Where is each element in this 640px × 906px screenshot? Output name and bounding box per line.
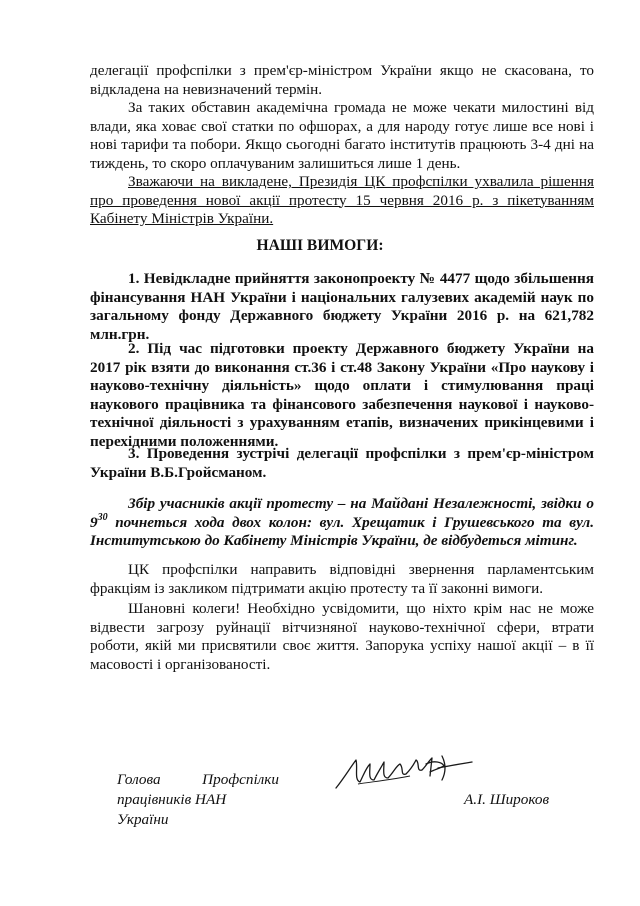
- gathering-time-hour: 9: [90, 513, 98, 531]
- demand-item-2: 2. Під час підготовки проекту Державного бюджету України на 2017 рік взяти до виконання ст.36 і ст.48 Закону України «Про наукову і науково-технічну діяльність» щодо оплати і стимулювання праці наукового працівника та фінансового забезпечення наукової і науково-технічної діяльності з урахуванням етапів, визначених прикінцевими і перехідними положеннями.: [90, 340, 594, 450]
- signatory-title-word-1: Голова: [117, 771, 161, 788]
- intro-paragraph-3-decision: Зважаючи на викладене, Президія ЦК профспілки ухвалила рішення про проведення нової акції протесту 15 червня 2016 р. з пікетуванням Кабінету Міністрів України.: [90, 173, 594, 228]
- closing-paragraph-2: Шановні колеги! Необхідно усвідомити, що ніхто крім нас не може відвести загрозу руйнації вітчизняної науково-технічної сфери, втрати роботи, якій ми присвятили своє життя. Запорука успіху нашої акції – в її масовості і організованості.: [90, 600, 594, 673]
- closing-paragraph-1: ЦК профспілки направить відповідні звернення парламентським фракціям із закликом підтримати акцію протесту та її законні вимоги.: [90, 561, 594, 597]
- intro-paragraph-2: За таких обставин академічна громада не може чекати милостині від влади, яка ховає свої статки по офшорах, а для народу готує лише все нові і нові тарифи та побори. Якщо сьогодні багато інститутів працюють 3-4 дні на тиждень, то скоро оплачуваним залишиться лише 1 день.: [90, 99, 594, 172]
- handwritten-signature: [330, 738, 480, 798]
- signature-underline-stroke: [358, 776, 410, 784]
- demands-heading: НАШІ ВИМОГИ:: [256, 237, 384, 254]
- demand-item-1: 1. Невідкладне прийняття законопроекту № 4477 щодо збільшення фінансування НАН України і національних галузевих академій наук по загальному фонду Державного бюджету України 2016 р. на 621,782 млн.грн.: [90, 270, 594, 343]
- gathering-text-after: почнеться хода двох колон: вул. Хрещатик і Грушевського та вул. Інститутською до Кабінету Міністрів України, де відбудеться мітинг.: [90, 513, 594, 550]
- signature-stroke: [336, 756, 472, 788]
- signatory-title: [117, 770, 279, 830]
- intro-paragraph-1: делегації профспілки з прем'єр-міністром України якщо не скасована, то відкладена на невизначений термін.: [90, 62, 594, 98]
- signatory-title-word-2: Профспілки: [202, 771, 279, 788]
- gathering-paragraph: [90, 495, 594, 551]
- signatory-title-line-2: працівників НАН України: [117, 791, 227, 828]
- gathering-text-before: Збір учасників акції протесту – на Майдані Незалежності, звідки о: [128, 495, 594, 512]
- gathering-time-minutes: 30: [97, 511, 108, 523]
- demand-item-3: 3. Проведення зустрічі делегації профспілки з прем'єр-міністром України В.Б.Гройсманом.: [90, 445, 594, 481]
- signatory-name: А.І. Широков: [464, 791, 550, 808]
